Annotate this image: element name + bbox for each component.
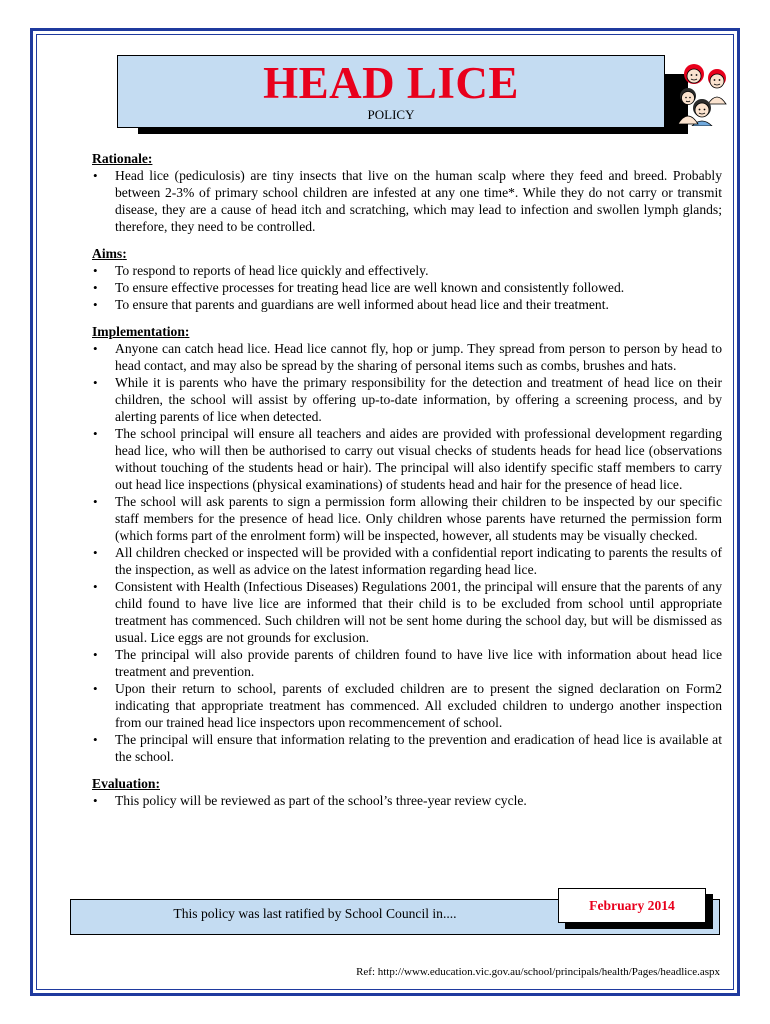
section-implementation [92, 323, 722, 765]
section-evaluation [92, 775, 722, 809]
list-item: • Consistent with Health (Infectious Diseases) Regulations 2001, the principal will ensure that the parents of any child found to have live lice are informed that their child is to be excluded from school until appropriate treatment has commenced. Such children will not be sent home during the school day, but will be dismissed as usual. Lice eggs are not grounds for exclusion. [92, 578, 722, 646]
list-item: • The school will ask parents to sign a permission form allowing their children to be inspected by our specific staff members for the presence of head lice. Only children whose parents have returned the permission form (which forms part of the enrolment form) will be inspected, however, all students may be visually checked. [92, 493, 722, 544]
section-heading: Aims: [92, 246, 127, 261]
list-item: • To ensure that parents and guardians are well informed about head lice and their treatment. [92, 296, 722, 313]
ratification-date: February 2014 [558, 888, 706, 923]
list-item: • To ensure effective processes for treating head lice are well known and consistently followed. [92, 279, 722, 296]
reference-link[interactable]: Ref: http://www.education.vic.gov.au/school/principals/health/Pages/headlice.aspx [356, 966, 720, 978]
section-aims [92, 245, 722, 313]
page-title: HEAD LICE [263, 58, 519, 108]
section-rationale [92, 150, 722, 235]
list-item: • This policy will be reviewed as part of the school’s three-year review cycle. [92, 792, 722, 809]
list-item: • Head lice (pediculosis) are tiny insects that live on the human scalp where they feed and breed. Probably between 2-3% of primary school children are infested at any one time*. While they do not carry or transmit disease, they are a cause of head itch and scratching, which may lead to infection and swollen lymph glands; therefore, they need to be controlled. [92, 167, 722, 235]
page-subtitle: POLICY [367, 107, 415, 122]
list-item: • The principal will also provide parents of children found to have live lice with information about head lice treatment and prevention. [92, 646, 722, 680]
ratification-text: This policy was last ratified by School Council in.... [173, 906, 457, 921]
section-heading: Evaluation: [92, 776, 160, 791]
list-item: • The principal will ensure that information relating to the prevention and eradication of head lice is available at the school. [92, 731, 722, 765]
section-heading: Implementation: [92, 324, 190, 339]
list-item: • All children checked or inspected will be provided with a confidential report indicating to parents the results of the inspection, as well as advice on the latest information regarding head lice. [92, 544, 722, 578]
list-item: • Upon their return to school, parents of excluded children are to present the signed declaration on Form2 indicating that appropriate treatment has commenced. All excluded children to undergo another inspection from our trained head lice inspectors upon recommencement of school. [92, 680, 722, 731]
list-item: • Anyone can catch head lice. Head lice cannot fly, hop or jump. They spread from person to person by head to head contact, and may also be spread by the sharing of personal items such as combs, brushes and hats. [92, 340, 722, 374]
children-clipart-icon [670, 60, 732, 126]
list-item: • To respond to reports of head lice quickly and effectively. [92, 262, 722, 279]
title-box [117, 55, 665, 128]
list-item: • While it is parents who have the primary responsibility for the detection and treatment of head lice on their children, the school will assist by offering up-to-date information, by offering a screening process, and by alerting parents of lice when detected. [92, 374, 722, 425]
section-heading: Rationale: [92, 151, 153, 166]
policy-content [92, 150, 722, 809]
list-item: • The school principal will ensure all teachers and aides are provided with professional development regarding head lice, who will then be authorised to carry out visual checks of students heads for head lice (observations without touching of the students head or hair). The principal will also identify specific staff members to carry out head lice inspections (physical examinations) of students head and hair for the presence of head lice. [92, 425, 722, 493]
